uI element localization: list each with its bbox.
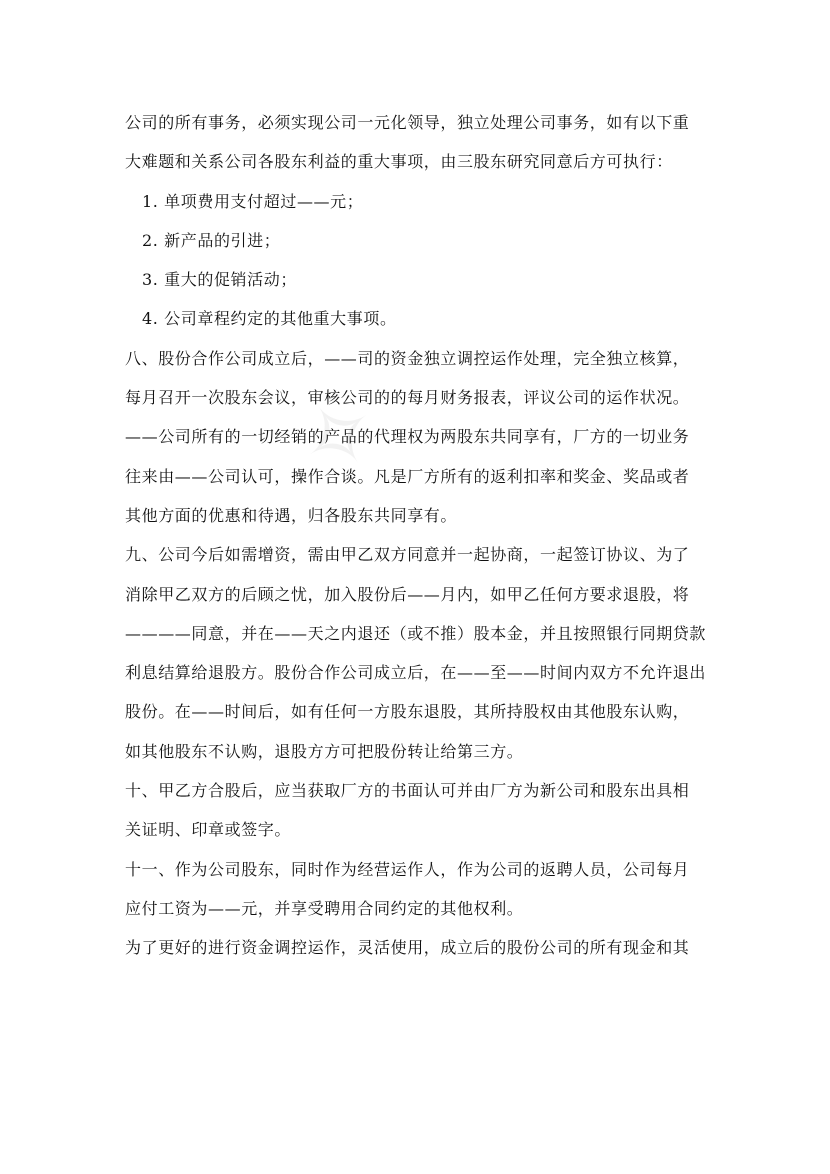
clause-11-line: 十一、作为公司股东，同时作为经营运作人，作为公司的返聘人员，公司每月 (125, 859, 690, 879)
text-line: 大难题和关系公司各股东利益的重大事项，由三股东研究同意后方可执行： (125, 152, 673, 172)
text-line: ——公司所有的一切经销的产品的代理权为两股东共同享有，厂方的一切业务 (125, 427, 690, 447)
text-line: 往来由——公司认可，操作合谈。凡是厂方所有的返利扣率和奖金、奖品或者 (125, 466, 690, 486)
text-line: 利息结算给退股方。股份合作公司成立后，在——至——时间内双方不允许退出 (125, 663, 707, 683)
text-line: ————同意，并在——天之内退还（或不推）股本金，并且按照银行同期贷款 (125, 623, 707, 643)
text-line: 关证明、印章或签字。 (125, 820, 292, 840)
text-line: 应付工资为——元，并享受聘用合同约定的其他权利。 (125, 898, 524, 918)
text-line: 其他方面的优惠和待遇，归各股东共同享有。 (125, 505, 458, 525)
clause-8-line: 八、股份合作公司成立后，——司的资金独立调控运作处理，完全独立核算， (125, 348, 690, 368)
text-line: 公司的所有事务，必须实现公司一元化领导，独立处理公司事务，如有以下重 (125, 113, 690, 132)
text-line: 股份。在——时间后，如有任何一方股东退股，其所持股权由其他股东认购， (125, 702, 690, 722)
text-line: 消除甲乙双方的后顾之忧，加入股份后——月内，如甲乙任何方要求退股，将 (125, 584, 690, 604)
text-line: 如其他股东不认购，退股方方可把股份转让给第三方。 (125, 741, 524, 761)
clause-9-line: 九、公司今后如需增资，需由甲乙双方同意并一起协商，一起签订协议、为了 (125, 545, 690, 565)
list-item: 3. 重大的促销活动； (142, 270, 297, 290)
text-line: 每月召开一次股东会议，审核公司的的每月财务报表，评议公司的运作状况。 (125, 388, 690, 408)
document-body (125, 103, 715, 968)
text-line: 为了更好的进行资金调控运作，灵活使用，成立后的股份公司的所有现金和其 (125, 938, 690, 958)
clause-10-line: 十、甲乙方合股后，应当获取厂方的书面认可并由厂方为新公司和股东出具相 (125, 781, 690, 801)
list-item: 2. 新产品的引进； (142, 230, 281, 250)
watermark: ✧ (277, 364, 410, 503)
list-item: 1. 单项费用支付超过——元； (142, 191, 364, 211)
list-item: 4. 公司章程约定的其他重大事项。 (142, 309, 397, 329)
